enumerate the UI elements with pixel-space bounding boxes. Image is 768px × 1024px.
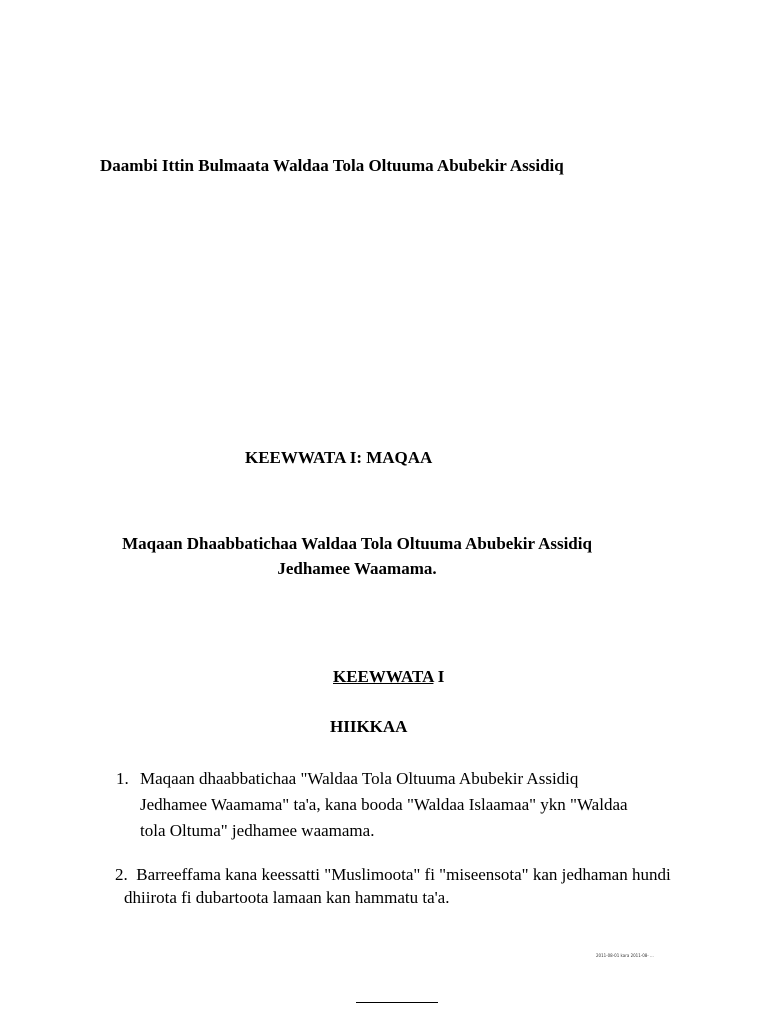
chapter-heading: KEEWWATA I: MAQAA [245,448,433,467]
list-item-number: 1. [116,769,129,788]
list-item-line: Maqaan dhaabbatichaa "Waldaa Tola Oltuuma Abubekir Assidiq [140,769,579,788]
list-item-line [115,863,671,886]
name-statement [60,531,654,581]
list-item-line: Jedhamee Waamama" ta'a, kana booda "Waldaa Islaamaa" ykn "Waldaa [140,795,628,814]
list-item-text: Barreeffama kana keessatti "Muslimoota" fi "miseensota" kan jedhaman hundi [136,865,671,884]
footer-divider [356,1002,438,1003]
list-item-line: dhiirota fi dubartoota lamaan kan hammatu ta'a. [124,888,450,907]
article-heading-suffix: I [433,667,445,686]
name-statement-line-1: Maqaan Dhaabbatichaa Waldaa Tola Oltuuma Abubekir Assidiq [122,534,592,553]
article-subheading: HIIKKAA [330,717,408,736]
article-heading-main: KEEWWATA [333,667,434,686]
name-statement-line-2: Jedhamee Waamama. [277,559,437,578]
footnote-stamp: 2011-08-01 kara 2011-08- ... [596,953,654,958]
article-heading [333,667,444,687]
list-item-number: 2. [115,865,128,884]
document-title: Daambi Ittin Bulmaata Waldaa Tola Oltuuma Abubekir Assidiq [100,156,564,175]
list-item-line: tola Oltuma" jedhamee waamama. [140,821,375,840]
